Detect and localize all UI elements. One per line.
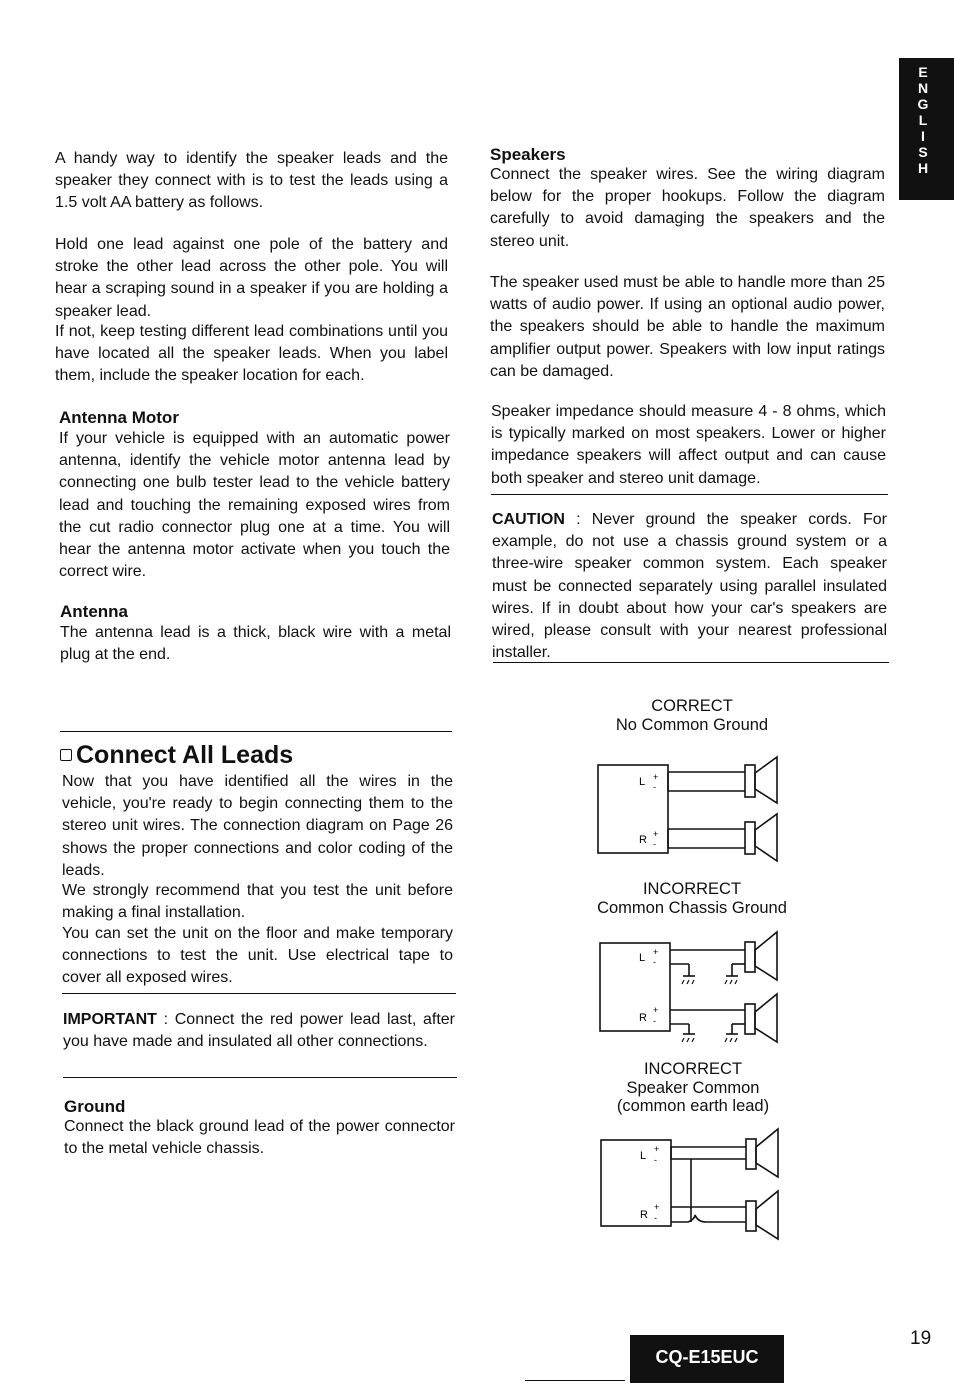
svg-text:+: + — [653, 829, 659, 839]
svg-text:+: + — [653, 947, 659, 957]
caption-line: (common earth lead) — [616, 1097, 770, 1115]
svg-text:+: + — [654, 1202, 660, 1212]
battery-test-paragraph: Hold one lead against one pole of the battery and stroke the other lead across the other pole. You will hear a scraping sound in a speaker if you are holding a speaker lead. — [55, 236, 448, 320]
connect-all-leads-heading — [60, 741, 293, 770]
tab-letter: I — [921, 128, 925, 144]
ground-text: Connect the black ground lead of the power connector to the metal vehicle chassis. — [64, 1118, 455, 1158]
wiring-diagram-chassis-ground — [597, 928, 797, 1058]
footer-rule — [525, 1380, 625, 1381]
svg-text:+: + — [654, 1144, 660, 1154]
important-note — [63, 1009, 455, 1053]
speakers-heading: Speakers — [490, 145, 566, 164]
speakers-paragraph-3: Speaker impedance should measure 4 - 8 ohms, which is typically marked on most speakers. Lower or higher impedance speakers will affect output and can cause both speaker and stereo unit damage. — [491, 403, 886, 487]
important-label: IMPORTANT — [63, 1011, 157, 1028]
caption-line: INCORRECT — [643, 1060, 743, 1078]
connect-paragraph-2: We strongly recommend that you test the unit before making a final installation. — [62, 882, 453, 922]
caution-text: : Never ground the speaker cords. For example, do not use a chassis ground system or a three-wire speaker common system. Each speaker must be connected separately using parallel insulated wires. If in doubt about how your car's speakers are wired, please consult with your nearest professional installer. — [492, 511, 887, 662]
wiring-diagram-correct — [595, 755, 795, 875]
right-channel-label: R — [639, 834, 647, 846]
diagram-caption-chassis — [572, 880, 812, 917]
tab-letter: S — [918, 144, 928, 160]
important-bottom-rule — [63, 1077, 457, 1078]
caution-label: CAUTION — [492, 511, 565, 528]
svg-text:+: + — [653, 1005, 659, 1015]
caption-line: Speaker Common — [626, 1078, 760, 1097]
caption-line: Common Chassis Ground — [597, 898, 787, 917]
antenna-motor-text: If your vehicle is equipped with an automatic power antenna, identify the vehicle motor antenna lead by connecting one bulb tester lead to the vehicle battery lead and touching the remaining exposed wires from the cut radio connector plug one at a time. You will hear the antenna motor activate when you touch the correct wire. — [59, 430, 450, 581]
wiring-diagram-speaker-common — [598, 1125, 798, 1265]
svg-text:-: - — [653, 839, 656, 849]
tab-letter: G — [917, 96, 929, 112]
svg-text:-: - — [654, 1155, 657, 1165]
checkbox-icon — [60, 749, 72, 761]
keep-testing-paragraph: If not, keep testing different lead combinations until you have located all the speaker leads. When you label them, include the speaker location for each. — [55, 323, 448, 385]
caution-bottom-rule — [493, 662, 889, 663]
caution-note — [492, 509, 887, 664]
tab-letter: N — [917, 80, 929, 96]
model-badge: CQ-E15EUC — [630, 1335, 784, 1383]
antenna-heading: Antenna — [60, 602, 128, 621]
left-channel-label: L — [639, 776, 646, 788]
language-tab — [899, 58, 954, 200]
caption-line: CORRECT — [651, 697, 733, 715]
tab-letter: L — [918, 112, 928, 128]
intro-paragraph: A handy way to identify the speaker leads and the speaker they connect with is to test the leads using a 1.5 volt AA battery as follows. — [55, 150, 448, 212]
speakers-paragraph-2: The speaker used must be able to handle more than 25 watts of audio power. If using an optional audio power, the speakers should be able to handle the maximum amplifier output power. Speakers with low input ratings can be damaged. — [490, 274, 885, 380]
tab-letter: E — [918, 64, 928, 80]
important-top-rule — [62, 993, 456, 994]
right-channel-label: R — [639, 1012, 647, 1024]
svg-text:-: - — [653, 782, 656, 792]
page-number: 19 — [910, 1328, 932, 1349]
connect-paragraph-1: Now that you have identified all the wires in the vehicle, you're ready to begin connecting them to the stereo unit wires. The connection diagram on Page 26 shows the proper connections and color coding of the leads. — [62, 773, 453, 879]
caption-line: No Common Ground — [615, 715, 769, 734]
svg-text:-: - — [653, 957, 656, 967]
diagram-caption-speaker-common — [573, 1060, 813, 1116]
antenna-motor-heading: Antenna Motor — [59, 408, 179, 427]
caption-line: INCORRECT — [642, 880, 742, 898]
svg-text:+: + — [653, 772, 659, 782]
svg-text:-: - — [653, 1016, 656, 1026]
important-text: : Connect the red power lead last, after you have made and insulated all other connections. — [63, 1011, 455, 1051]
right-channel-label: R — [640, 1209, 648, 1221]
connect-heading-text: Connect All Leads — [76, 741, 294, 769]
left-channel-label: L — [640, 1150, 647, 1162]
caution-top-rule — [491, 494, 888, 495]
svg-text:-: - — [654, 1213, 657, 1223]
antenna-text: The antenna lead is a thick, black wire with a metal plug at the end. — [60, 624, 451, 664]
ground-heading: Ground — [64, 1097, 126, 1116]
tab-letter: H — [917, 160, 929, 176]
speakers-paragraph-1: Connect the speaker wires. See the wiring diagram below for the proper hookups. Follow the diagram carefully to avoid damaging the speakers and the stereo unit. — [490, 166, 885, 250]
connect-paragraph-3: You can set the unit on the floor and make temporary connections to test the unit. Use electrical tape to cover all exposed wires. — [62, 925, 453, 987]
section-divider — [60, 731, 452, 732]
left-channel-label: L — [639, 952, 646, 964]
diagram-caption-correct — [572, 697, 812, 734]
